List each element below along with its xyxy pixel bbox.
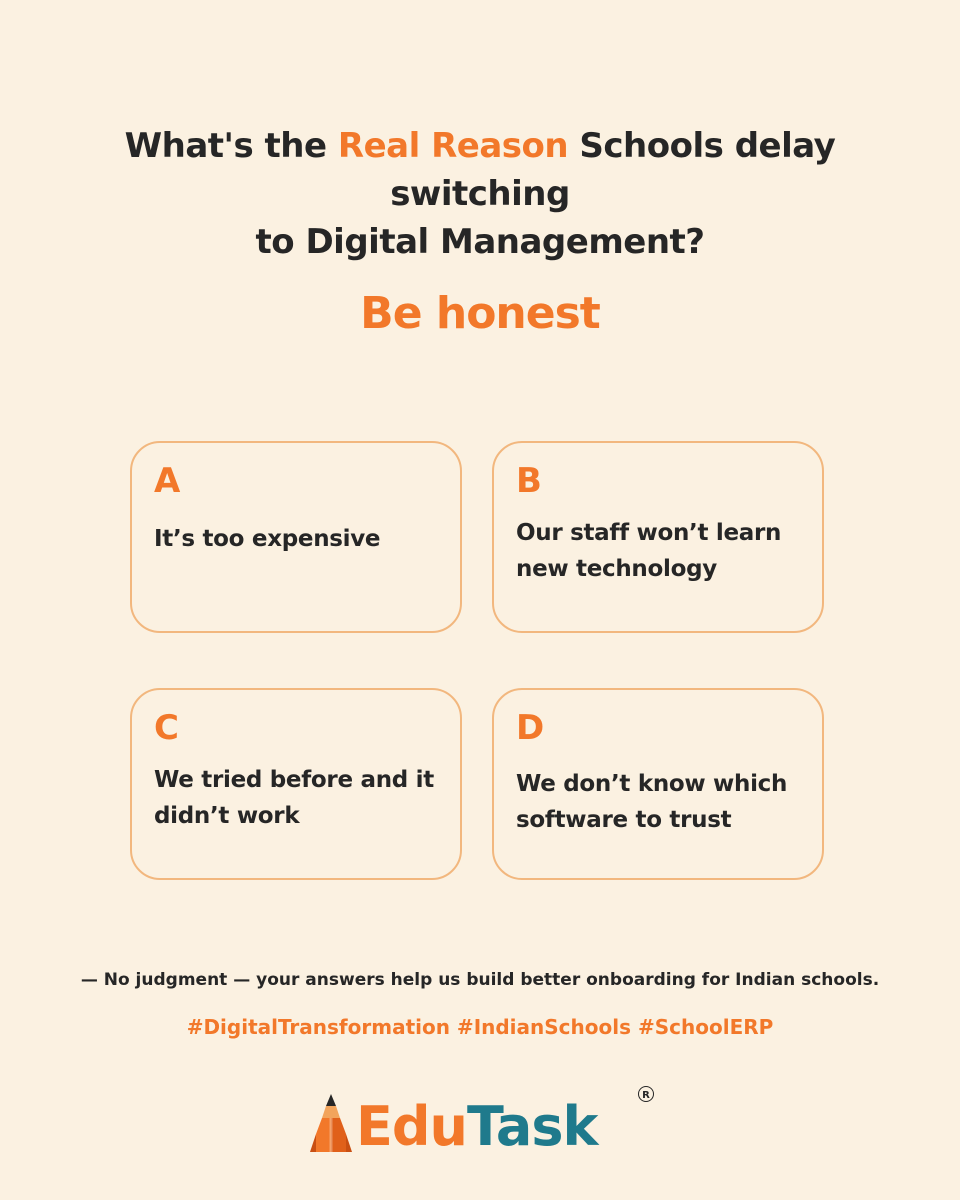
title-line3: to Digital Management? xyxy=(255,222,705,262)
subtitle: Be honest xyxy=(360,288,600,339)
option-text: We tried before and it didn’t work xyxy=(154,767,434,829)
hashtags: #DigitalTransformation #IndianSchools #SchoolERP xyxy=(186,1015,774,1039)
pencil-icon xyxy=(310,1094,352,1154)
title-accent: Real Reason xyxy=(337,126,569,166)
edutask-logo xyxy=(310,1088,650,1158)
option-letter: A xyxy=(154,461,181,501)
option-card-c[interactable] xyxy=(130,688,462,880)
title-line2: switching xyxy=(390,174,570,214)
option-text: Our staff won’t learn new technology xyxy=(516,520,782,582)
title-line1-rest: Schools delay xyxy=(568,126,836,166)
option-text: We don’t know which software to trust xyxy=(516,771,788,833)
option-letter: B xyxy=(516,461,542,501)
option-card-b[interactable] xyxy=(492,441,824,633)
registered-mark: R xyxy=(642,1090,650,1101)
title-prefix: What's the xyxy=(124,126,338,166)
option-letter: C xyxy=(154,708,179,748)
option-letter: D xyxy=(516,708,545,748)
option-text: It’s too expensive xyxy=(154,526,381,552)
logo-edu: Edu xyxy=(356,1095,467,1158)
footnote: — No judgment — your answers help us build better onboarding for Indian schools. xyxy=(80,970,880,990)
option-card-a[interactable] xyxy=(130,441,462,633)
logo-task: Task xyxy=(467,1095,598,1158)
registered-icon xyxy=(638,1086,654,1102)
page-title xyxy=(60,122,900,266)
option-card-d[interactable] xyxy=(492,688,824,880)
